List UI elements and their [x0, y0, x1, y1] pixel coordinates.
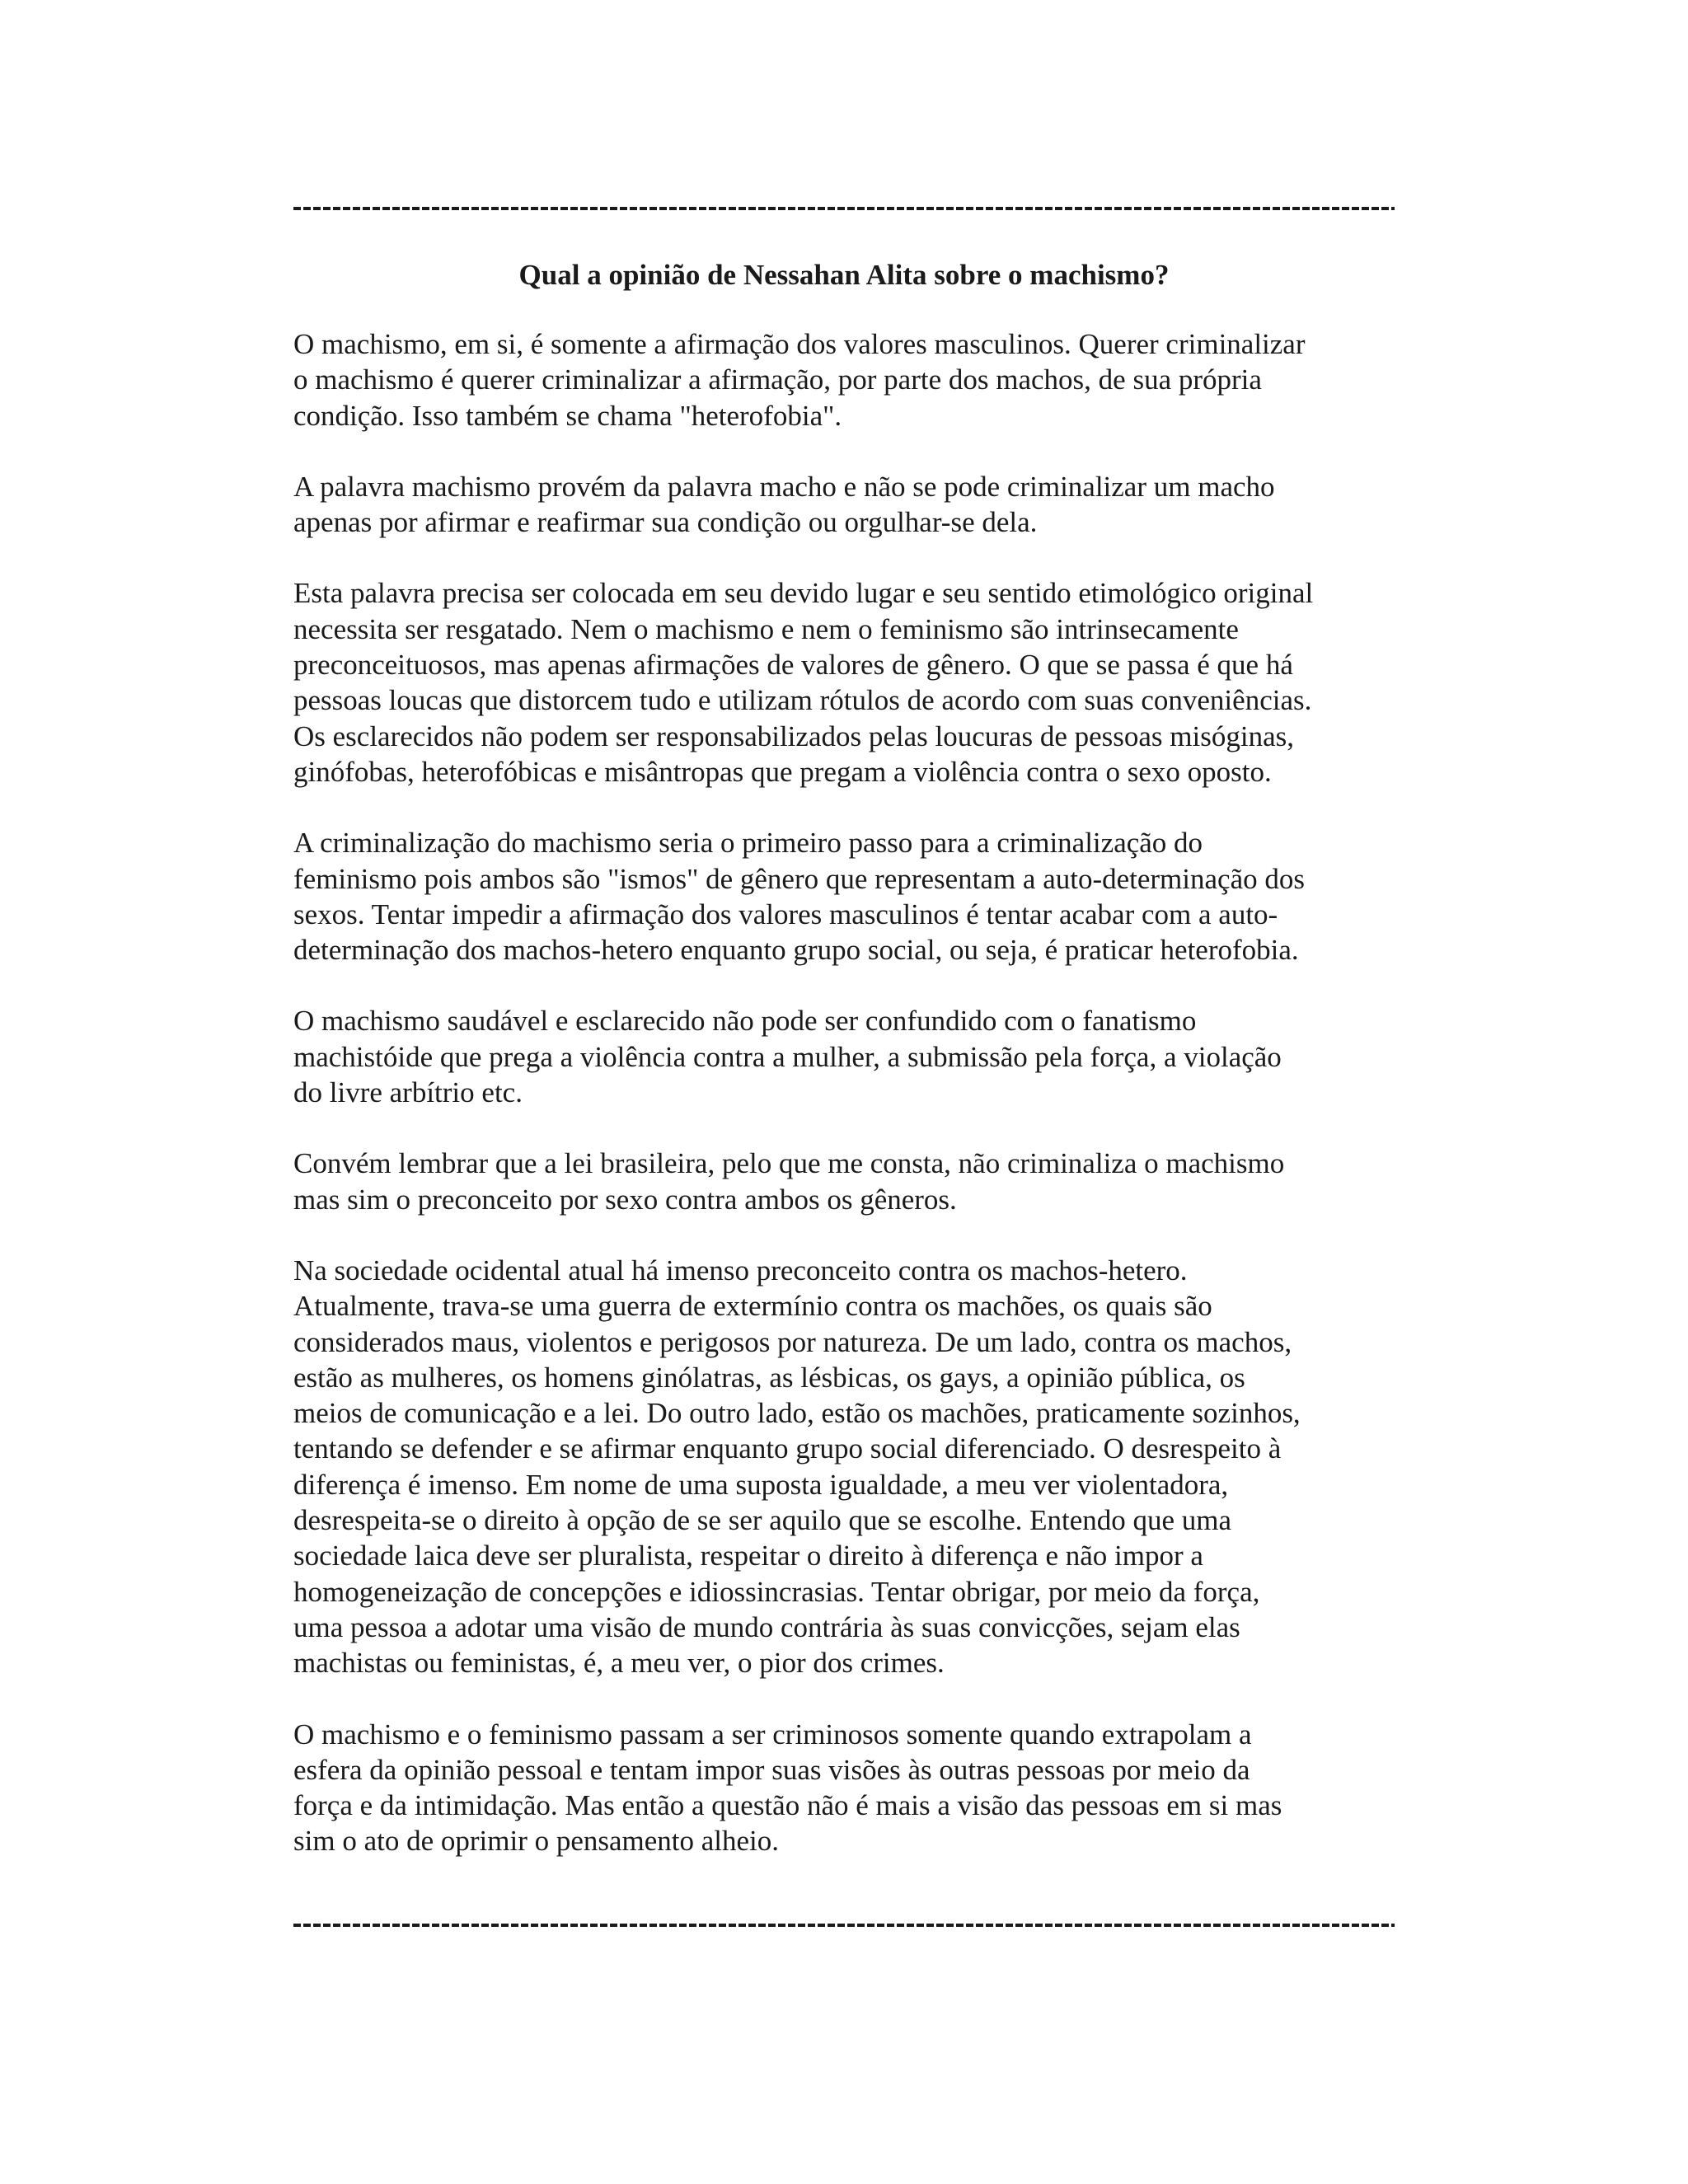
paragraph-line: mas sim o preconceito por sexo contra ambos os gêneros.: [293, 1183, 957, 1216]
paragraph: [293, 575, 1395, 790]
paragraph-line: sociedade laica deve ser pluralista, respeitar o direito à diferença e não impor a: [293, 1540, 1203, 1572]
paragraph-line: machistas ou feministas, é, a meu ver, o pior dos crimes.: [293, 1647, 945, 1680]
paragraph-line: do livre arbítrio etc.: [293, 1076, 523, 1109]
paragraph: [293, 825, 1395, 968]
paragraph: [293, 1146, 1395, 1217]
paragraph-line: necessita ser resgatado. Nem o machismo e nem o feminismo são intrinsecamente: [293, 612, 1239, 645]
paragraph-line: condição. Isso também se chama "heterofobia".: [293, 399, 842, 432]
page-title: Qual a opinião de Nessahan Alita sobre o machismo?: [518, 259, 1170, 291]
paragraph-line: ginófobas, heterofóbicas e misântropas que pregam a violência contra o sexo oposto.: [293, 755, 1272, 788]
paragraph-line: sim o ato de oprimir o pensamento alheio.: [293, 1825, 780, 1858]
paragraph-line: O machismo e o feminismo passam a ser criminosos somente quando extrapolam a: [293, 1718, 1252, 1750]
paragraph-line: Convém lembrar que a lei brasileira, pelo que me consta, não criminaliza o machismo: [293, 1147, 1285, 1180]
paragraph-line: apenas por afirmar e reafirmar sua condição ou orgulhar-se dela.: [293, 506, 1038, 539]
paragraph-line: Atualmente, trava-se uma guerra de extermínio contra os machões, os quais são: [293, 1290, 1212, 1323]
top-dashed-rule: [293, 207, 1395, 210]
paragraph-line: sexos. Tentar impedir a afirmação dos valores masculinos é tentar acabar com a auto-: [293, 898, 1278, 930]
paragraph-line: força e da intimidação. Mas então a questão não é mais a visão das pessoas em si mas: [293, 1789, 1282, 1822]
paragraph-line: machistóide que prega a violência contra a mulher, a submissão pela força, a violação: [293, 1040, 1282, 1073]
paragraph: [293, 1717, 1395, 1859]
paragraph-line: homogeneização de concepções e idiossincrasias. Tentar obrigar, por meio da força,: [293, 1575, 1260, 1608]
paragraph-line: considerados maus, violentos e perigosos por natureza. De um lado, contra os machos,: [293, 1325, 1292, 1358]
paragraph-line: Esta palavra precisa ser colocada em seu devido lugar e seu sentido etimológico original: [293, 577, 1314, 610]
paragraph-line: O machismo, em si, é somente a afirmação dos valores masculinos. Querer criminalizar: [293, 328, 1306, 360]
paragraph-line: A criminalização do machismo seria o primeiro passo para a criminalização do: [293, 827, 1203, 860]
paragraph: [293, 1253, 1395, 1681]
document-body: [293, 326, 1395, 1895]
paragraph-line: desrespeita-se o direito à opção de se ser aquilo que se escolhe. Entendo que uma: [293, 1504, 1232, 1537]
paragraph: [293, 469, 1395, 541]
paragraph: [293, 326, 1395, 434]
paragraph-line: o machismo é querer criminalizar a afirmação, por parte dos machos, de sua própria: [293, 363, 1262, 396]
paragraph-line: preconceituosos, mas apenas afirmações de valores de gênero. O que se passa é que há: [293, 649, 1293, 682]
paragraph-line: estão as mulheres, os homens ginólatras, as lésbicas, os gays, a opinião pública, os: [293, 1361, 1245, 1394]
paragraph-line: O machismo saudável e esclarecido não pode ser confundido com o fanatismo: [293, 1005, 1197, 1038]
paragraph-line: uma pessoa a adotar uma visão de mundo contrária às suas convicções, sejam elas: [293, 1610, 1240, 1643]
paragraph-line: diferença é imenso. Em nome de uma suposta igualdade, a meu ver violentadora,: [293, 1468, 1229, 1501]
paragraph-line: pessoas loucas que distorcem tudo e utilizam rótulos de acordo com suas conveniências.: [293, 684, 1312, 717]
paragraph-line: A palavra machismo provém da palavra macho e não se pode criminalizar um macho: [293, 470, 1275, 503]
paragraph-line: feminismo pois ambos são "ismos" de gênero que representam a auto-determinação dos: [293, 862, 1305, 895]
paragraph-line: determinação dos machos-hetero enquanto grupo social, ou seja, é praticar heterofobia.: [293, 934, 1299, 967]
paragraph-line: tentando se defender e se afirmar enquanto grupo social diferenciado. O desrespeito à: [293, 1432, 1282, 1465]
paragraph-line: meios de comunicação e a lei. Do outro lado, estão os machões, praticamente sozinhos,: [293, 1397, 1301, 1430]
paragraph-line: Os esclarecidos não podem ser responsabilizados pelas loucuras de pessoas misóginas,: [293, 719, 1294, 752]
bottom-dashed-rule: [293, 1924, 1395, 1927]
paragraph-line: esfera da opinião pessoal e tentam impor suas visões às outras pessoas por meio da: [293, 1753, 1250, 1786]
paragraph-line: Na sociedade ocidental atual há imenso preconceito contra os machos-hetero.: [293, 1254, 1188, 1286]
paragraph: [293, 1003, 1395, 1110]
